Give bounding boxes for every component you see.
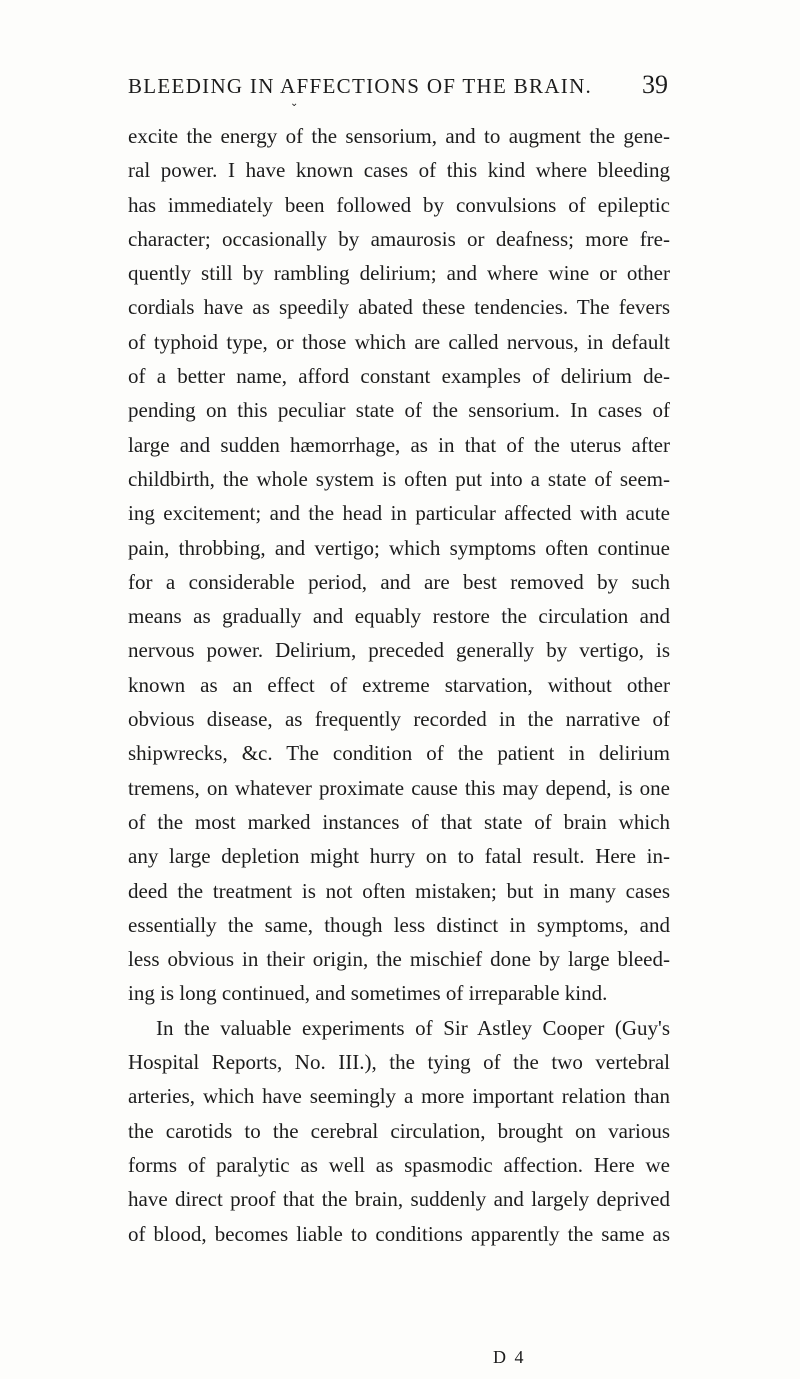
text-line: large and sudden hæmorrhage, as in that of the uterus after — [128, 432, 670, 457]
text-line: any large depletion might hurry on to fatal result. Here in- — [128, 844, 670, 869]
page-number: 39 — [642, 70, 668, 99]
text-line: arteries, which have seemingly a more important relation than — [128, 1084, 670, 1109]
running-head-mark: ⌄ — [290, 98, 299, 109]
text-line: of the most marked instances of that state of brain which — [128, 809, 670, 834]
text-line: of a better name, afford constant examples of delirium de- — [128, 364, 670, 389]
text-line: cordials have as speedily abated these tendencies. The fevers — [128, 295, 670, 320]
running-title: BLEEDING IN AFFECTIONS OF THE BRAIN. — [128, 74, 593, 98]
text-line: known as an effect of extreme starvation, without other — [128, 672, 670, 697]
text-line: ing excitement; and the head in particular affected with acute — [128, 501, 670, 526]
text-line: has immediately been followed by convulsions of epileptic — [128, 192, 670, 217]
text-line: the carotids to the cerebral circulation, brought on various — [128, 1118, 670, 1143]
body-text — [128, 119, 670, 1251]
text-line: less obvious in their origin, the mischief done by large bleed- — [128, 947, 670, 972]
text-line: essentially the same, though less distinct in symptoms, and — [128, 912, 670, 937]
text-line: of blood, becomes liable to conditions apparently the same as — [128, 1221, 670, 1246]
text-line: excite the energy of the sensorium, and to augment the gene- — [128, 124, 670, 148]
text-line: have direct proof that the brain, suddenly and largely deprived — [128, 1187, 670, 1212]
text-line: tremens, on whatever proximate cause this may depend, is one — [128, 775, 670, 800]
text-line: forms of paralytic as well as spasmodic affection. Here we — [128, 1152, 670, 1177]
signature-mark: D 4 — [493, 1347, 526, 1367]
text-line: pending on this peculiar state of the sensorium. In cases of — [128, 398, 670, 423]
text-line: for a considerable period, and are best removed by such — [128, 569, 670, 594]
text-line: Hospital Reports, No. III.), the tying of the two vertebral — [128, 1050, 670, 1075]
text-line: obvious disease, as frequently recorded in the narrative of — [128, 707, 670, 732]
running-head — [128, 70, 668, 114]
text-line: means as gradually and equably restore the circulation and — [128, 604, 670, 629]
text-line: ral power. I have known cases of this kind where bleeding — [128, 158, 670, 183]
text-line: deed the treatment is not often mistaken; but in many cases — [128, 878, 670, 903]
text-line: character; occasionally by amaurosis or deafness; more fre- — [128, 226, 670, 251]
text-line: of typhoid type, or those which are called nervous, in default — [128, 329, 670, 354]
paragraph-last-line: ing is long continued, and sometimes of irreparable kind. — [128, 981, 608, 1006]
text-line: quently still by rambling delirium; and where wine or other — [128, 261, 670, 286]
text-line: shipwrecks, &c. The condition of the patient in delirium — [128, 741, 670, 766]
text-line: pain, throbbing, and vertigo; which symptoms often continue — [128, 535, 670, 560]
text-line: nervous power. Delirium, preceded generally by vertigo, is — [128, 638, 670, 663]
paragraph-first-line: In the valuable experiments of Sir Astley Cooper (Guy's — [156, 1015, 670, 1040]
text-line: childbirth, the whole system is often put into a state of seem- — [128, 466, 670, 491]
